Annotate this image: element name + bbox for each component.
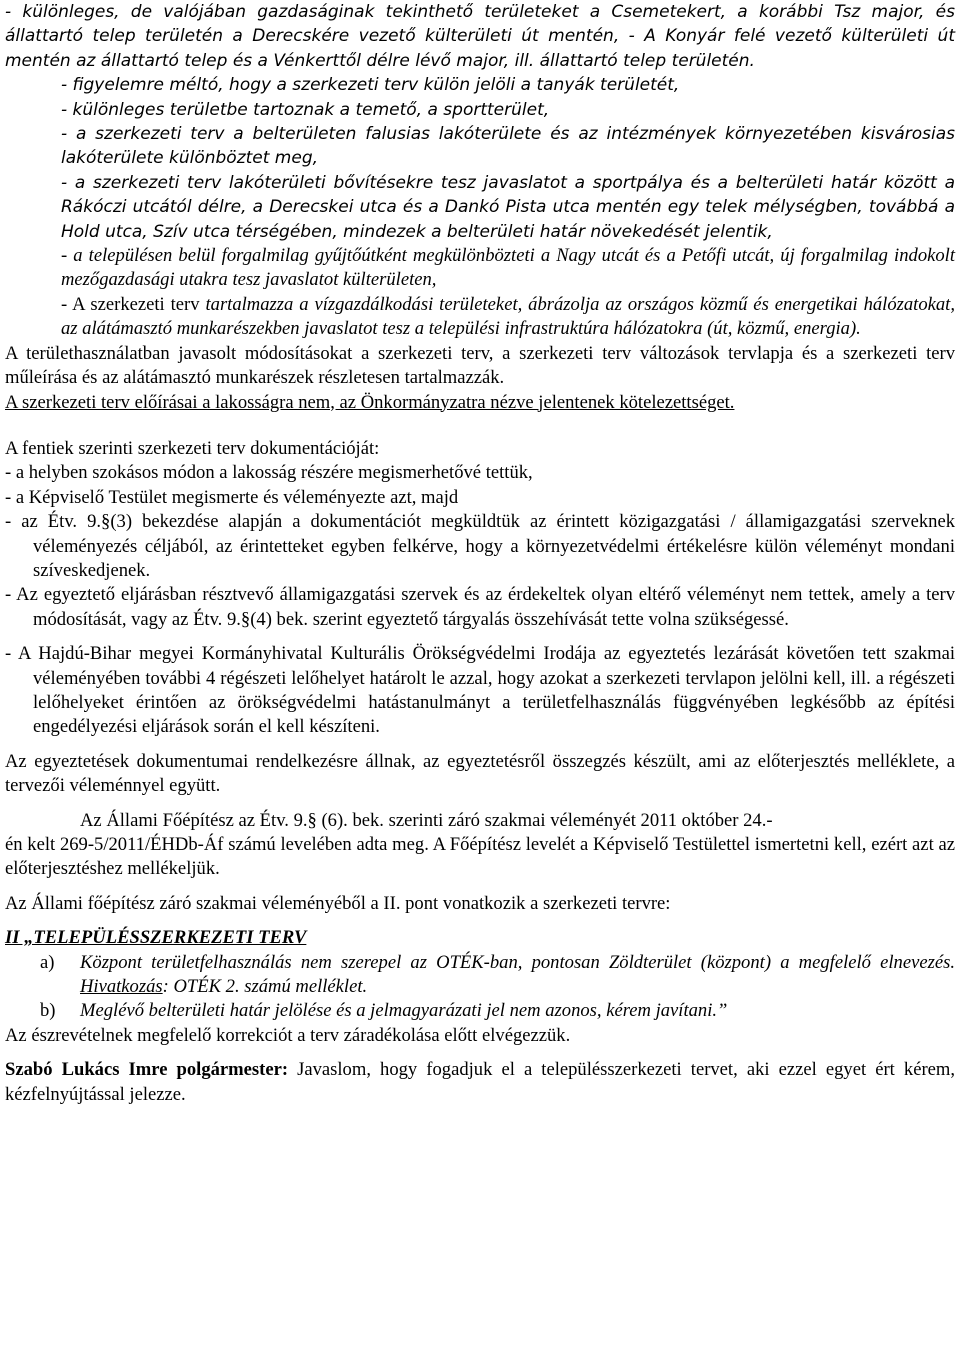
section-item-marker: a) bbox=[40, 951, 55, 973]
mayor-name: Szabó Lukács Imre polgármester: bbox=[5, 1059, 289, 1081]
architect-paragraph-rest: én kelt 269-5/2011/ÉHDb-Áf számú levelében adta meg. A Főépítész levelét a Képviselő Testülettel ismertetni kell, ezért azt az előterjesztéshez mellékeljük. bbox=[5, 834, 955, 880]
italic-point: - különleges területbe tartoznak a temető, a sportterület, bbox=[61, 99, 550, 120]
section-item-body: Meglévő belterületi határ jelölése és a jelmagyarázati jel nem azonos, kérem javítani.” bbox=[80, 1000, 728, 1022]
docs-item: - a Képviselő Testület megismerte és véleményezte azt, majd bbox=[5, 486, 459, 508]
docs-item: - a helyben szokásos módon a lakosság részére megismerhetővé tettük, bbox=[5, 462, 533, 484]
spacer bbox=[5, 799, 955, 809]
italic-point: - figyelemre méltó, hogy a szerkezeti terv külön jelöli a tanyák területét, bbox=[61, 75, 680, 96]
serif-italic-point: - a településen belül forgalmilag gyűjtőútként megkülönbözteti a Nagy utcát és a Petőfi utcát, új forgalmilag indokolt mezőgazdasági utakra tesz javaslatot külterületen, bbox=[61, 245, 955, 291]
spacer bbox=[5, 740, 955, 750]
spacer bbox=[5, 916, 955, 926]
mayor-text: Javaslom, hogy fogadjuk el a településszerkezeti tervet, aki ezzel egyet ért kérem, kézfelnyújtással jelezze. bbox=[5, 1059, 955, 1105]
mixed-point bbox=[61, 293, 955, 342]
document-page bbox=[5, 0, 955, 1107]
reference-link: Hivatkozás bbox=[80, 976, 163, 998]
consult-paragraph: Az egyeztetések dokumentumai rendelkezésre állnak, az egyeztetésről összegzés készült, ami az előterjesztés melléklete, a tervezői véleménnyel együtt. bbox=[5, 750, 955, 797]
section-item-b bbox=[5, 999, 955, 1023]
docs-intro: A fentiek szerinti szerkezeti terv dokumentációját: bbox=[5, 437, 380, 459]
spacer bbox=[5, 1048, 955, 1058]
docs-item-etv: - az Étv. 9.§(3) bekezdése alapján a dokumentációt megküldtük az érintett közigazgatási / államigazgatási szerveknek véleményezés céljából, az érintetteket egyben felkérve, hogy a környezetvédelmi értékelésre külön véleményt mondani szíveskedjenek. bbox=[5, 511, 955, 581]
intro-paragraph: - különleges, de valójában gazdaságinak tekinthető területeket a Csemetekert, a korábbi Tsz major, és állattartó telep területén a Derecskére vezető külterületi út mentén, - A Konyár felé vezető külterületi út mentén az állattartó telep és a Vénkerttől délre lévő major, ill. állattartó telep területén. bbox=[5, 2, 955, 71]
land-use-paragraph: A területhasználatban javasolt módosításokat a szerkezeti terv, a szerkezeti terv változások tervlapja és a szerkezeti terv műleírása és az alátámasztó munkarészek részletesen tartalmazzák. bbox=[5, 342, 955, 389]
mixed-point-lead: - A szerkezeti terv bbox=[61, 293, 206, 315]
section-item-marker: b) bbox=[40, 1000, 56, 1022]
italic-point: - a szerkezeti terv a belterületen falusias lakóterülete és az intézmények környezetében kisvárosias lakóterülete különböztet meg, bbox=[61, 124, 955, 169]
spacer bbox=[5, 882, 955, 892]
binding-paragraph: A szerkezeti terv előírásai a lakosságra nem, az Önkormányzatra nézve jelentenek kötelezettséget. bbox=[5, 391, 735, 413]
italic-point: - a szerkezeti terv lakóterületi bővítésekre tesz javaslatot a sportpálya és a belterületi határ között a Rákóczi utcától délre, a Derecskei utca és a Dankó Pista utca mentén egy telek mélységben, továbbá a Hold utca, Szív utca térségében, mindezek a belterületi határ növekedését jelentik, bbox=[61, 172, 955, 242]
section-heading: II „TELEPÜLÉSSZERKEZETI TERV bbox=[5, 927, 307, 949]
docs-item-agree: - Az egyeztető eljárásban résztvevő államigazgatási szervek és az érdekeltek olyan eltérő véleményt nem tettek, amely a terv módosítását, vagy az Étv. 9.§(4) bek. szerint egyeztető tárgyalás összehívását tette volna szükségessé. bbox=[5, 584, 955, 630]
spacer bbox=[5, 632, 955, 642]
architect-paragraph-first: Az Állami Főépítész az Étv. 9.§ (6). bek. szerinti záró szakmai véleményét 2011 október 24.- bbox=[80, 809, 773, 831]
mayor-paragraph bbox=[5, 1058, 955, 1107]
correction-paragraph: Az észrevételnek megfelelő korrekciót a terv záradékolása előtt elvégezzük. bbox=[5, 1024, 571, 1046]
section-item-a bbox=[5, 951, 955, 1000]
section-item-text: Központ területfelhasználás nem szerepel az OTÉK-ban, pontosan Zöldterület (központ) a megfelelő elnevezés. bbox=[80, 951, 955, 973]
heritage-paragraph: - A Hajdú-Bihar megyei Kormányhivatal Kulturális Örökségvédelmi Irodája az egyeztetés lezárását követően tett szakmai véleményében további 4 régészeti lelőhelyet határolt le azzal, hogy azokat a szerkezeti tervlapon jelölni kell, ill. a régészeti lelőhelyeket érintően az örökségvédelmi hatástanulmányt a területfelhasználás függvényében legkésőbb az építési engedélyezési eljárások során el kell készíteni. bbox=[5, 643, 955, 738]
spacer bbox=[5, 415, 955, 437]
italic-points bbox=[5, 73, 955, 341]
mixed-point-rest: tartalmazza a vízgazdálkodási területeket, ábrázolja az országos közmű és energetikai hálózatokat, az alátámasztó munkarészekben javaslatot tesz a települési infrastruktúra hálózatokra (út, közmű, energia). bbox=[61, 293, 955, 340]
section-item-body bbox=[80, 951, 955, 1000]
final-opinion-paragraph: Az Állami főépítész záró szakmai véleményéből a II. pont vonatkozik a szerkezeti tervre: bbox=[5, 892, 671, 914]
section-item-text: : OTÉK 2. számú melléklet. bbox=[162, 976, 368, 998]
